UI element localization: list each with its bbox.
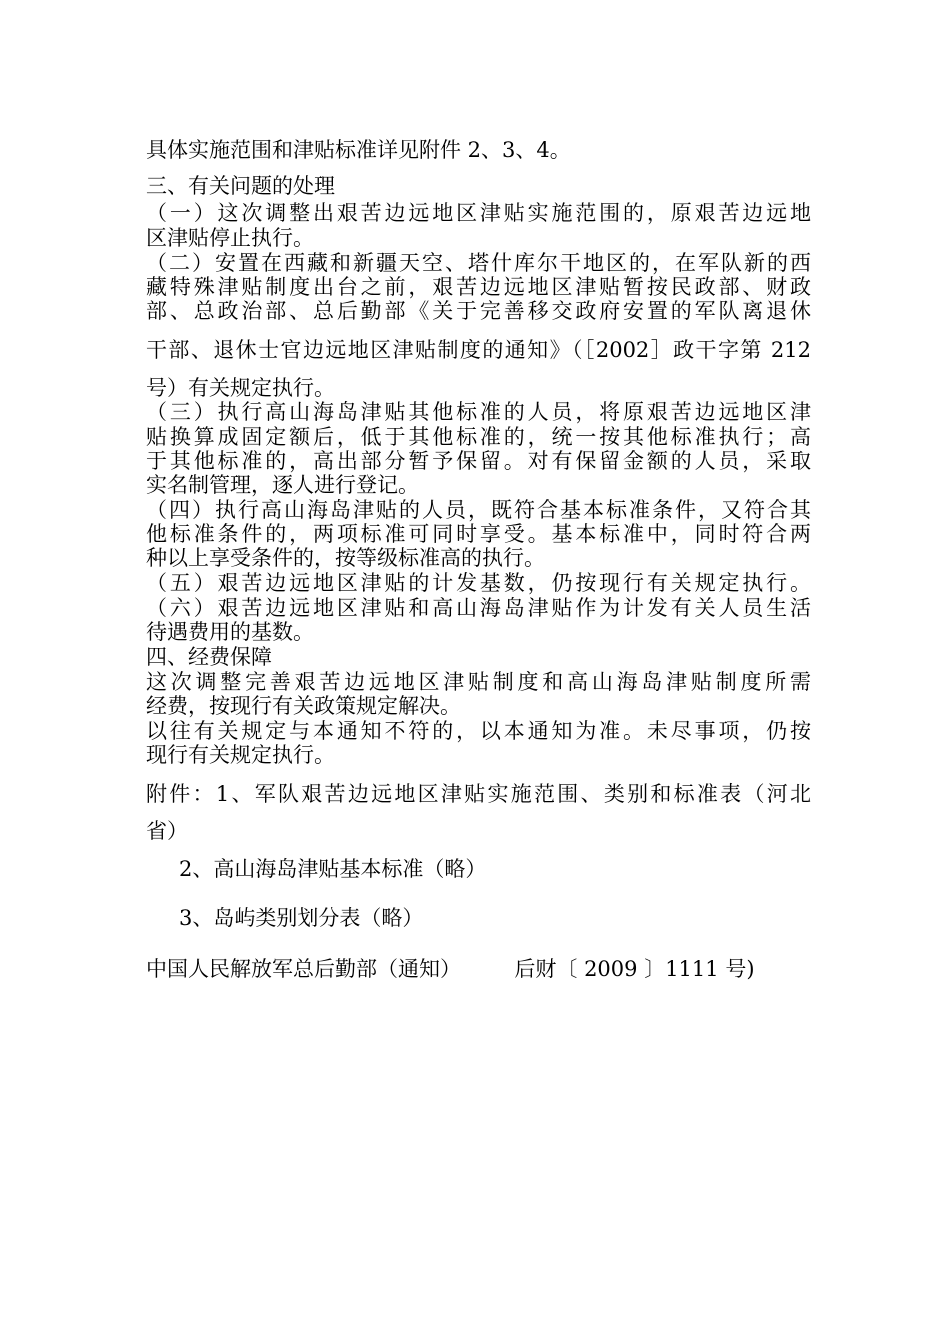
paragraph-line: （六）艰苦边远地区津贴和高山海岛津贴作为计发有关人员生活 bbox=[146, 596, 811, 620]
paragraph-line: （一）这次调整出艰苦边远地区津贴实施范围的，原艰苦边远地 bbox=[146, 201, 811, 225]
paragraph-line: 待遇费用的基数。 bbox=[146, 620, 314, 644]
paragraph-line: 干部、退休士官边远地区津贴制度的通知》（［2002］政干字第 212 bbox=[146, 338, 811, 362]
paragraph-line: 现行有关规定执行。 bbox=[146, 743, 335, 767]
paragraph-line: 以往有关规定与本通知不符的，以本通知为准。未尽事项，仍按 bbox=[146, 719, 811, 743]
paragraph-line: 区津贴停止执行。 bbox=[146, 226, 314, 250]
paragraph-line: （四）执行高山海岛津贴的人员，既符合基本标准条件，又符合其 bbox=[146, 498, 811, 522]
paragraph-line: 这次调整完善艰苦边远地区津贴制度和高山海岛津贴制度所需 bbox=[146, 670, 811, 694]
paragraph-line: 具体实施范围和津贴标准详见附件 2、3、4。 bbox=[146, 138, 571, 162]
paragraph-line: （三）执行高山海岛津贴其他标准的人员，将原艰苦边远地区津 bbox=[146, 400, 811, 424]
paragraph-line: （五）艰苦边远地区津贴的计发基数，仍按现行有关规定执行。 bbox=[146, 571, 811, 595]
issuer-line: 中国人民解放军总后勤部（通知） 后财〔 2009 〕1111 号) bbox=[146, 957, 755, 981]
paragraph-line: 种以上享受条件的，按等级标准高的执行。 bbox=[146, 546, 545, 570]
section-heading: 三、有关问题的处理 bbox=[146, 174, 335, 198]
paragraph-line: 贴换算成固定额后，低于其他标准的，统一按其他标准执行；高 bbox=[146, 425, 811, 449]
attachment-line: 2、高山海岛津贴基本标准（略） bbox=[179, 857, 487, 881]
attachment-line: 3、岛屿类别划分表（略） bbox=[179, 906, 424, 930]
paragraph-line: 藏特殊津贴制度出台之前，艰苦边远地区津贴暂按民政部、财政 bbox=[146, 275, 811, 299]
paragraph-line: 于其他标准的，高出部分暂予保留。对有保留金额的人员，采取 bbox=[146, 449, 811, 473]
paragraph-line: 他标准条件的，两项标准可同时享受。基本标准中，同时符合两 bbox=[146, 522, 811, 546]
attachment-line: 附件：1、军队艰苦边远地区津贴实施范围、类别和标准表（河北 bbox=[146, 782, 811, 806]
paragraph-line: 部、总政治部、总后勤部《关于完善移交政府安置的军队离退休 bbox=[146, 299, 811, 323]
paragraph-line: （二）安置在西藏和新疆天空、塔什库尔干地区的，在军队新的西 bbox=[146, 251, 811, 275]
paragraph-line: 实名制管理，逐人进行登记。 bbox=[146, 473, 419, 497]
section-heading: 四、经费保障 bbox=[146, 645, 272, 669]
attachment-line: 省） bbox=[146, 819, 188, 843]
paragraph-line: 经费，按现行有关政策规定解决。 bbox=[146, 694, 461, 718]
paragraph-line: 号）有关规定执行。 bbox=[146, 376, 335, 400]
